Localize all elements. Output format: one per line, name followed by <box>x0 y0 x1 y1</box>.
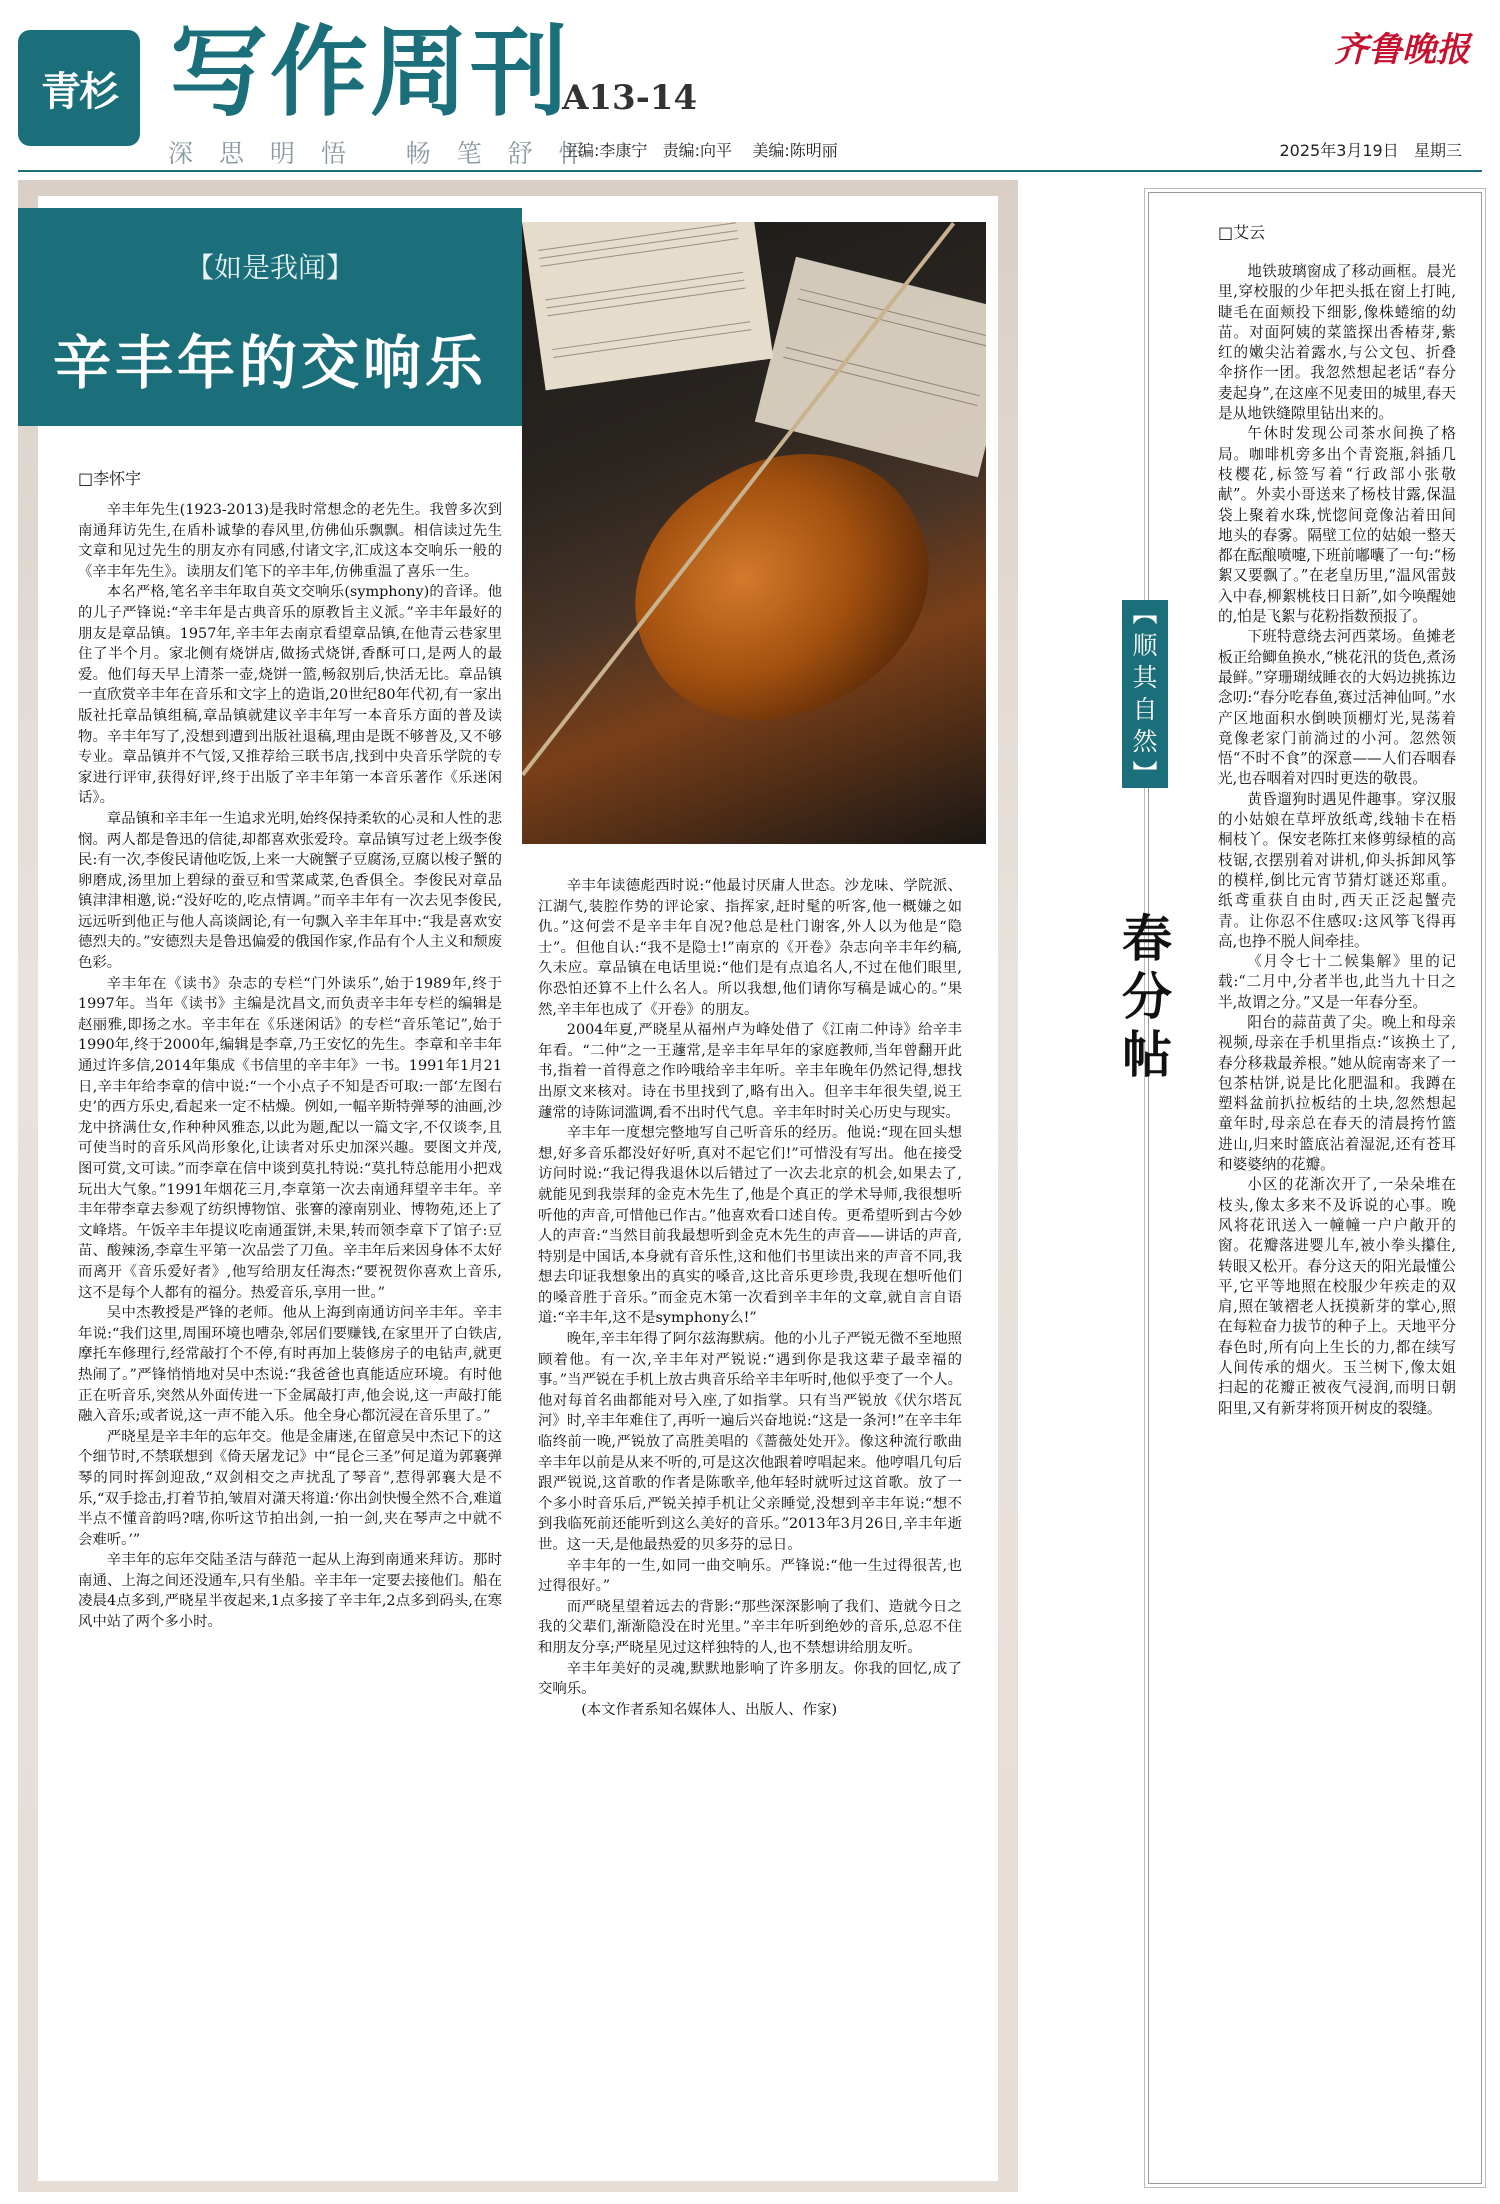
paragraph: 吴中杰教授是严锋的老师。他从上海到南通访问辛丰年。辛丰年说:“我们这里,周围环境也嘈杂,邻居们要赚钱,在家里开了白铁店,摩托车修理行,经常敲打个不停,有时再加上装修房子的电钻声,就更热闹了。”严锋悄悄地对吴中杰说:“我爸爸也真能适应环境。有时他正在听音乐,突然从外面传进一下金属敲打声,他会说,这一声敲打能融入音乐;或者说,这一声不能入乐。他全身心都沉浸在音乐里了。” <box>78 1305 502 1425</box>
article-title: 辛丰年的交响乐 <box>52 329 487 397</box>
article-column-3 <box>1218 262 1456 1419</box>
sheet-music <box>755 257 986 478</box>
paragraph: 辛丰年美好的灵魂,默默地影响了许多朋友。你我的回忆,成了交响乐。 <box>538 1660 962 1698</box>
issue-date: 2025年3月19日 星期三 <box>1279 141 1462 160</box>
publication-title: 写作周刊 <box>170 16 571 130</box>
author-note: (本文作者系知名媒体人、出版人、作家) <box>581 1701 838 1718</box>
paragraph: 下班特意绕去河西菜场。鱼摊老板正给鲫鱼换水,“桃花汛的货色,煮汤最鲜。”穿珊瑚绒睡衣的大妈边挑拣边念叨:“春分吃春鱼,赛过活神仙呵。”水产区地面积水倒映顶棚灯光,晃荡着竟像老家门前淌过的小河。忽然领悟“不时不食”的深意——人们吞咽春光,也吞咽着对四时更迭的敬畏。 <box>1218 628 1456 788</box>
column-tag-text: ︻ 顺 其 自 然 ︼ <box>1132 599 1158 788</box>
article-column-2 <box>538 876 962 1720</box>
paragraph: 而严晓星望着远去的背影:“那些深深影响了我们、造就今日之我的父辈们,渐渐隐没在时光里。”辛丰年听到绝妙的音乐,总忍不住和朋友分享;严晓星见过这样独特的人,也不禁想讲给朋友听。 <box>538 1598 962 1656</box>
paragraph: 辛丰年读德彪西时说:“他最讨厌庸人世态。沙龙味、学院派、江湖气,装腔作势的评论家、指挥家,赶时髦的听客,他一概嫌之如仇。”这何尝不是辛丰年自况?他总是杜门谢客,外人以为他是“隐士”。但他自认:“我不是隐士!”南京的《开卷》杂志向辛丰年约稿,久未应。章品镇在电话里说:“他们是有点追名人,不过在他们眼里,你恐怕还算不上什么名人。所以我想,他们请你写稿是诚心的。”果然,辛丰年也成了《开卷》的朋友。 <box>538 878 962 1018</box>
paragraph: 黄昏遛狗时遇见件趣事。穿汉服的小姑娘在草坪放纸鸢,线轴卡在梧桐枝丫。保安老陈扛来修剪绿植的高枝锯,衣摆别着对讲机,仰头拆卸风筝的模样,倒比元宵节猜灯谜还郑重。纸鸢重获自由时,西天正泛起蟹壳青。让你忍不住感叹:这风筝飞得再高,也挣不脱人间牵挂。 <box>1218 790 1456 950</box>
article-title-vertical: 春 分 帖 <box>1122 910 1172 1084</box>
article-banner <box>18 208 522 426</box>
paragraph: 辛丰年在《读书》杂志的专栏“门外读乐”,始于1989年,终于1997年。当年《读书》主编是沈昌文,而负责辛丰年专栏的编辑是赵丽雅,即扬之水。辛丰年在《乐迷闲话》的专栏“音乐笔记”,始于1990年,终于2000年,编辑是李章,乃王安忆的先生。李章和辛丰年通过许多信,2014年集成《书信里的辛丰年》一书。1991年1月21日,辛丰年给李章的信中说:“一个小点子不知是否可取:一部‘左图右史’的西方乐史,看起来一定不枯燥。例如,一幅辛斯特弹琴的油画,沙龙中挤满仕女,作种种风雅态,以此为题,配以一篇文字,不仅谈李,且可使当时的音乐风尚形象化,让读者对乐史加深兴趣。要图文并茂,图可赏,文可读。”而李章在信中谈到莫扎特说:“莫扎特总能用小把戏玩出大气象。”1991年烟花三月,李章第一次去南通拜望辛丰年。辛丰年带李章去参观了纺织博物馆、张謇的濠南别业、博物苑,还上了文峰塔。午饭辛丰年提议吃南通蛋饼,未果,转而领李章下了馆子:豆苗、酸辣汤,李章生平第一次品尝了刀鱼。辛丰年后来因身体不太好而离开《音乐爱好者》,他写给朋友任海杰:“要祝贺你喜欢上音乐,这不是每个人都有的福分。热爱音乐,享用一世。” <box>78 975 502 1301</box>
paragraph: 地铁玻璃窗成了移动画框。晨光里,穿校服的少年把头抵在窗上打盹,睫毛在面颊投下细影,像株蜷缩的幼苗。对面阿姨的菜篮探出香椿芽,紫红的嫩尖沾着露水,与公文包、折叠伞挤作一团。我忽然想起老话“春分麦起身”,在这座不见麦田的城里,春天是从地铁缝隙里钻出来的。 <box>1218 263 1456 423</box>
logo-text: 青杉 <box>41 68 117 115</box>
paragraph: 辛丰年的一生,如同一曲交响乐。严锋说:“他一生过得很苦,也过得很好。” <box>538 1557 962 1595</box>
paragraph: 辛丰年的忘年交陆圣洁与薛范一起从上海到南通来拜访。那时南通、上海之间还没通车,只有坐船。辛丰年一定要去接他们。船在凌晨4点多到,严晓星半夜起来,1点多接了辛丰年,2点多到码头,在寒风中站了两个多小时。 <box>78 1552 502 1631</box>
paragraph: 2004年夏,严晓星从福州卢为峰处借了《江南二仲诗》给辛丰年看。“二仲”之一王蘧常,是辛丰年早年的家庭教师,当年曾翻开此书,指着一首得意之作吟哦给辛丰年听。辛丰年晚年仍然记得,想找出原文来核对。诗在书里找到了,略有出入。但辛丰年很失望,说王蘧常的诗陈词滥调,看不出时代气息。辛丰年时时关心历史与现实。 <box>538 1022 962 1121</box>
paragraph: 辛丰年一度想完整地写自己听音乐的经历。他说:“现在回头想想,好多音乐都没好好听,真对不起它们!”可惜没有写出。他在接受访问时说:“我记得我退休以后错过了一次去北京的机会,如果去了,就能见到我崇拜的金克木先生了,他是个真正的学术导师,我很想听听他的声音,可惜他已作古。”他喜欢看口述自传。更希望听到古今妙人的声音:“当然目前我最想听到金克木先生的声音——讲话的声音,特别是中国话,本身就有音乐性,这和他们书里读出来的声音不同,我想去印证我想象出的真实的嗓音,这比音乐更珍贵,我现在想听他们的嗓音胜于音乐。”而金克木第一次看到辛丰年的文章,就自言自语道:“辛丰年,这不是symphony么!” <box>538 1125 962 1327</box>
sheet-music <box>522 222 773 390</box>
paragraph: 严晓星是辛丰年的忘年交。他是金庸迷,在留意吴中杰记下的这个细节时,不禁联想到《倚天屠龙记》中“昆仑三圣”何足道为郭襄弹琴的同时挥剑迎敌,“双剑相交之声扰乱了琴音”,惹得郭襄大是不乐,“双手捻击,打着节拍,皱眉对潇天将道:‘你出剑快慢全然不合,难道半点不懂音韵吗?嗐,你听这节拍出剑,一拍一剑,夹在琴声之中就不会难听。’” <box>78 1428 502 1548</box>
paragraph: 午休时发现公司茶水间换了格局。咖啡机旁多出个青瓷瓶,斜插几枝樱花,标签写着“行政部小张敬献”。外卖小哥送来了杨枝甘露,保温袋上聚着水珠,恍惚间竟像沾着田间地头的春雾。隔壁工位的姑娘一整天都在酝酿喷嚏,下班前嘟囔了一句:“杨絮又要飘了。”在老皇历里,“温风雷鼓入中春,柳絮桃枝日日新”,如今唤醒她的,怕是飞絮与花粉指数预报了。 <box>1218 425 1456 626</box>
newspaper-name: 齐鲁晚报 <box>1334 30 1470 70</box>
article-author: □李怀宇 <box>78 469 142 488</box>
page-number: A13-14 <box>562 78 698 118</box>
paragraph: 章品镇和辛丰年一生追求光明,始终保持柔软的心灵和人性的悲悯。两人都是鲁迅的信徒,却都喜欢张爱玲。章品镇写过老上级李俊民:有一次,李俊民请他吃饭,上来一大碗蟹子豆腐汤,豆腐以梭子蟹的卵磨成,汤里加上碧绿的蚕豆和雪菜咸菜,色香俱全。李俊民对章品镇津津相邀,说:“没好吃的,吃点情调。”而辛丰年有一次去见李俊民,远远听到他正与他人高谈阔论,有一句飘入辛丰年耳中:“我是喜欢安德烈夫的。”安德烈夫是鲁迅偏爱的俄国作家,作品有个人主义和颓废色彩。 <box>78 810 502 972</box>
slogan: 深 思 明 悟 畅 笔 舒 怀 <box>168 139 593 168</box>
column-tag-vertical <box>1122 600 1168 788</box>
paragraph: 阳台的蒜苗黄了尖。晚上和母亲视频,母亲在手机里指点:“该换土了,春分移栽最养根。”她从皖南寄来了一包茶枯饼,说是比化肥温和。我蹲在塑料盆前扒拉板结的土块,忽然想起童年时,母亲总在春天的清晨挎竹篮进山,归来时篮底沾着湿泥,还有苍耳和婆婆纳的花瓣。 <box>1218 1013 1456 1174</box>
editor-credits: 主编:李康宁 责编:向平 美编:陈明丽 <box>562 141 838 160</box>
article-author: □艾云 <box>1218 223 1266 242</box>
header-divider <box>18 170 1482 172</box>
paragraph: 晚年,辛丰年得了阿尔兹海默病。他的小儿子严锐无微不至地照顾着他。有一次,辛丰年对严锐说:“遇到你是我这辈子最幸福的事。”当严锐在手机上放古典音乐给辛丰年听时,他似乎变了一个人。他对每首名曲都能对号入座,了如指掌。只有当严锐放《伏尔塔瓦河》时,辛丰年难住了,再听一遍后兴奋地说:“这是一条河!”在辛丰年临终前一晚,严锐放了高胜美唱的《蔷薇处处开》。像这种流行歌曲辛丰年以前是从来不听的,可是这次他跟着哼唱起来。他哼唱几句后跟严锐说,这首歌的作者是陈歌辛,他年轻时就听过这首歌。放了一个多小时音乐后,严锐关掉手机让父亲睡觉,没想到辛丰年说:“想不到我临死前还能听到这么美好的音乐。”2013年3月26日,辛丰年逝世。这一天,是他最热爱的贝多芬的忌日。 <box>538 1331 962 1553</box>
paragraph: 本名严格,笔名辛丰年取自英文交响乐(symphony)的音译。他的儿子严锋说:“辛丰年是古典音乐的原教旨主义派。”辛丰年最好的朋友是章品镇。1957年,辛丰年去南京看望章品镇,在他青云巷家里住了半个月。家北侧有烧饼店,做扬式烧饼,香酥可口,是两人的最爱。他们每天早上清茶一壶,烧饼一篮,畅叙别后,快活无比。章品镇一直欣赏辛丰年在音乐和文字上的造诣,20世纪80年代初,有一家出版社托章品镇组稿,章品镇就建议辛丰年写一本音乐方面的普及读物。辛丰年写了,没想到遭到出版社退稿,理由是既不够普及,又不够专业。章品镇并不气馁,又推荐给三联书店,找到中央音乐学院的专家进行评审,获得好评,终于出版了辛丰年第一本音乐著作《乐迷闲话》。 <box>78 584 502 807</box>
paragraph: 辛丰年先生(1923-2013)是我时常想念的老先生。我曾多次到南通拜访先生,在盾朴诚挚的春风里,仿佛仙乐飘飘。相信读过先生文章和见过先生的朋友亦有同感,付诸文字,汇成这本交响乐一般的《辛丰年先生》。读朋友们笔下的辛丰年,仿佛重温了喜乐一生。 <box>78 502 502 580</box>
violin-photo <box>522 222 986 844</box>
article-column-1 <box>78 500 502 1633</box>
paragraph: 《月令七十二候集解》里的记载:“二月中,分者半也,此当九十日之半,故谓之分。”又是一年春分至。 <box>1218 953 1456 1011</box>
column-tag: 【如是我闻】 <box>185 251 354 284</box>
paragraph: 小区的花渐次开了,一朵朵堆在枝头,像太多来不及诉说的心事。晚风将花讯送入一幢幢一户户敞开的窗。花瓣落进婴儿车,被小拳头攥住,转眼又松开。春分这天的阳光最懂公平,它平等地照在校服少年疾走的双肩,照在皱褶老人抚摸新芽的掌心,照在每粒奋力拔节的种子上。天地平分春色时,所有向上生长的力,都在续写人间传承的烟火。玉兰树下,像太姐扫起的花瓣正被夜气浸润,而明日朝阳里,又有新芽将顶开树皮的裂缝。 <box>1218 1176 1456 1417</box>
logo <box>18 30 140 146</box>
